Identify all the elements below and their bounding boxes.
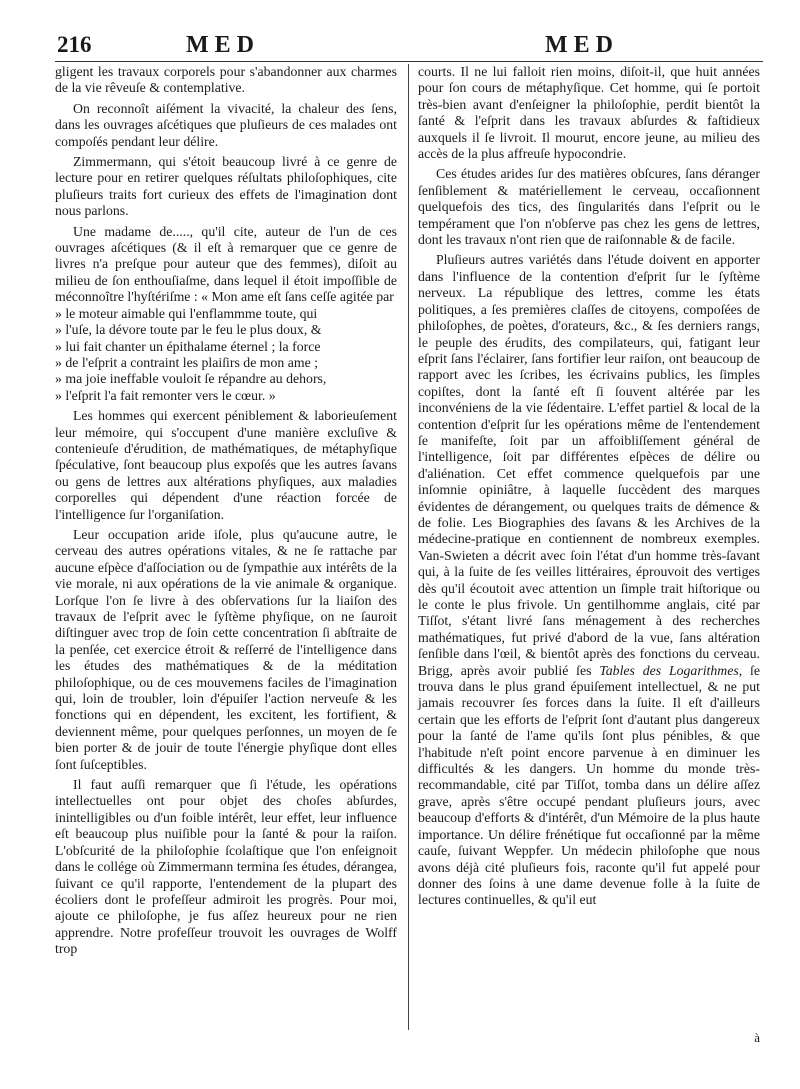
paragraph: Ces études arides ſur des matières obſcures, ſans déranger ſenſiblement & matériellement le cerveau, occaſionnent quelquefois des tics, des ſingularités dans l'eſprit ou le tempérament que l'on n'obſerve pas chez les gens de lettres, dont les travaux n'ont rien que de raiſonnable & de facile. — [418, 166, 760, 248]
header-rule — [55, 61, 763, 62]
catchword: à — [754, 1030, 760, 1045]
quote-line: » l'eſprit l'a fait remonter vers le cœur. » — [55, 387, 276, 403]
quotation — [55, 306, 397, 404]
right-column — [418, 64, 760, 913]
paragraph: courts. Il ne lui falloit rien moins, diſoit-il, que huit années pour ſon cours de métaphyſique. Cet homme, qui ſe portoit très-bien avant d'enſeigner la philoſophie, perdit bientôt la ſanté & l'eſprit dans les travaux abſurdes & faſtidieux auxquels il ſe livroit. Il mourut, encore jeune, au milieu des accès de la plus affreuſe hypocondrie. — [418, 64, 760, 162]
quote-line: » ma joie ineffable vouloit ſe répandre au dehors, — [55, 371, 327, 387]
paragraph: Il faut auſſi remarquer que ſi l'étude, les opérations intellectuelles ont pour objet des choſes abſurdes, inintelligibles ou d'un foible intérêt, leur effet, leur influence eſt beaucoup plus nuiſible pour la ſanté & pour la raiſon. L'obſcurité de la philoſophie ſcolaſtique que l'on enſeignoit dans le collége où Zimmermann termina ſes études, dérangea, ſuivant ce qu'il rapporte, l'entendement de la plupart des écoliers dont le profeſſeur admiroit les progrès. Pour moi, ajoute ce philoſophe, je fus aſſez heureux pour ne rien apprendre. Notre profeſſeur trouvoit les ouvrages de Wolff trop — [55, 777, 397, 957]
paragraph: gligent les travaux corporels pour s'abandonner aux charmes de la vie rêveuſe & contemplative. — [55, 64, 397, 96]
text-run: , ſe trouva dans le plus grand épuiſement intellectuel, & ne put jamais recouvrer ſes forces dans la ſuite. Il eſt d'ailleurs certain que les efforts de l'eſprit ſont d'autant plus dangereux pour la ſanté de l'ame qu'ils ſont plus pénibles, & que l'habitude n'eſt point encore parvenue à en diminuer les difficultés & les dangers. Un homme du monde très-recommandable, cité par Tiſſot, tomba dans un délire aſſez grave, après s'être occupé pendant pluſieurs jours, avec beaucoup d'efforts & d'intérêt, d'un Mémoire de la plus haute importance. Un délire frénétique fut occaſionné par la même cauſe, ſuivant Weppfer. Un médecin philoſophe que nous avons déjà cité pluſieurs fois, raconte qu'il fut appelé pour donner des ſoins à une dame devenue folle à la ſuite de lectures continuelles, & qu'il eut — [418, 662, 760, 908]
quote-line: » lui fait chanter un épithalame éternel ; la force — [55, 338, 321, 354]
paragraph — [418, 252, 760, 908]
quote-line: » l'uſe, la dévore toute par le feu le plus doux, & — [55, 322, 322, 338]
running-head-left: MED — [186, 32, 260, 58]
paragraph: Une madame de....., qu'il cite, auteur de l'un de ces ouvrages aſcétiques (& il eſt à remarquer que ce genre de livres n'a preſque pour auteur que des femmes), diſoit au milieu de ſon enthouſiaſme, dans lequel il étoit impoſſible de méconnoître l'hyſtériſme : « Mon ame eſt ſans ceſſe agitée par — [55, 223, 397, 305]
column-divider — [408, 64, 409, 1030]
page-number: 216 — [57, 32, 92, 57]
quote-line: » de l'eſprit a contraint les plaiſirs de mon ame ; — [55, 354, 319, 370]
paragraph: Zimmermann, qui s'étoit beaucoup livré à ce genre de lecture pour en retirer quelques réſultats philoſophiques, cite pluſieurs traits fort curieux des effets de l'imagination dont nous parlons. — [55, 154, 397, 219]
paragraph: On reconnoît aiſément la vivacité, la chaleur des ſens, dans les ouvrages aſcétiques que pluſieurs de ces malades ont compoſés pendant leur délire. — [55, 100, 397, 149]
paragraph: Leur occupation aride iſole, plus qu'aucune autre, le cerveau des autres opérations vitales, & ne ſe rattache par aucune eſpèce d'aſſociation ou de ſympathie aux intérêts de la vie morale, ni aux opérations de la vie animale & organique. Lorſque l'on ſe livre à des obſervations ſur la liaiſon des travaux de l'eſprit avec le ſyſtème phyſique, on ne ſauroit diſtinguer avec trop de ſoin cette concentration ſi abſtraite de la penſée, cet exercice étroit & reſſerré de l'intelligence dans les études des mathématiques & de la méditation philoſophique, ou de ces mouvemens faciles de l'imagination qui, loin de troubler, loin d'épuiſer l'action nerveuſe & les fonctions qui en dépendent, les excitent, les fortifient, & deviennent même, pour quelques perſonnes, un moyen de ſe bien porter & de jouir de toute l'énergie phyſique dont elles ſont ſuſceptibles. — [55, 526, 397, 772]
text-run: Pluſieurs autres variétés dans l'étude doivent en apporter dans l'influence de la contention d'eſprit ſur le ſyſtème nerveux. La république des lettres, comme les états politiques, a ſes premières claſſes de citoyens, compoſées de philoſophes, de poètes, d'orateurs, &c., & ſes derniers rangs, le peuple des érudits, des compilateurs, qui, fatigant leur eſprit ſans l'éclairer, ſans fortifier leur raiſon, ont beaucoup de rapport avec les ſcribes, les écrivains publics, les ſimples copiſtes, dont la ſanté eſt ſi ſouvent altérée par les inconvéniens de la vie ſédentaire. L'effet partiel & local de la contention d'eſprit ſur les opérations même de l'entendement ſe manifeſte, ſoit par un affoibliſſement général de l'intelligence, ſoit par différentes eſpèces de délire ou d'aliénation. Cet effet commence quelquefois par une inſomnie opiniâtre, à laquelle ſuccèdent des marques évidentes de dérangement, ou quelques traits de démence & de folie. Les Biographies des ſavans & les Archives de la médecine-pratique en contiennent de nombreux exemples. Van-Swieten a décrit avec ſoin l'état d'un homme très-ſavant qui, à la ſuite de ſes veilles littéraires, éprouvoit des vertiges dès qu'il écoutoit avec attention un ſimple trait hiſtorique ou le conte le plus frivole. Un gentilhomme anglais, cité par Tiſſot, s'étant livré ſans ménagement à des recherches mathématiques, fut privé d'abord de la vue, ſans altération ſenſible dans l'œil, & bientôt après des fonctions du cerveau. Brigg, après avoir publié ſes — [418, 252, 760, 678]
quote-line: » le moteur aimable qui l'enflammme toute, qui — [55, 305, 318, 321]
book-title: Tables des Logarithmes — [599, 662, 739, 678]
running-head-right: MED — [545, 32, 619, 58]
left-column — [55, 64, 397, 962]
paragraph: Les hommes qui exercent péniblement & laborieuſement leur mémoire, qui s'occupent d'une manière excluſive & contenieuſe d'érudition, de mathématiques, de métaphyſique ſpéculative, ſont beaucoup plus expoſés que les autres ſavans ou gens de lettres aux altérations phyſiques, aux maladies corporelles qui dépendent d'une réaction forcée de l'intelligence ſur l'organiſation. — [55, 408, 397, 522]
